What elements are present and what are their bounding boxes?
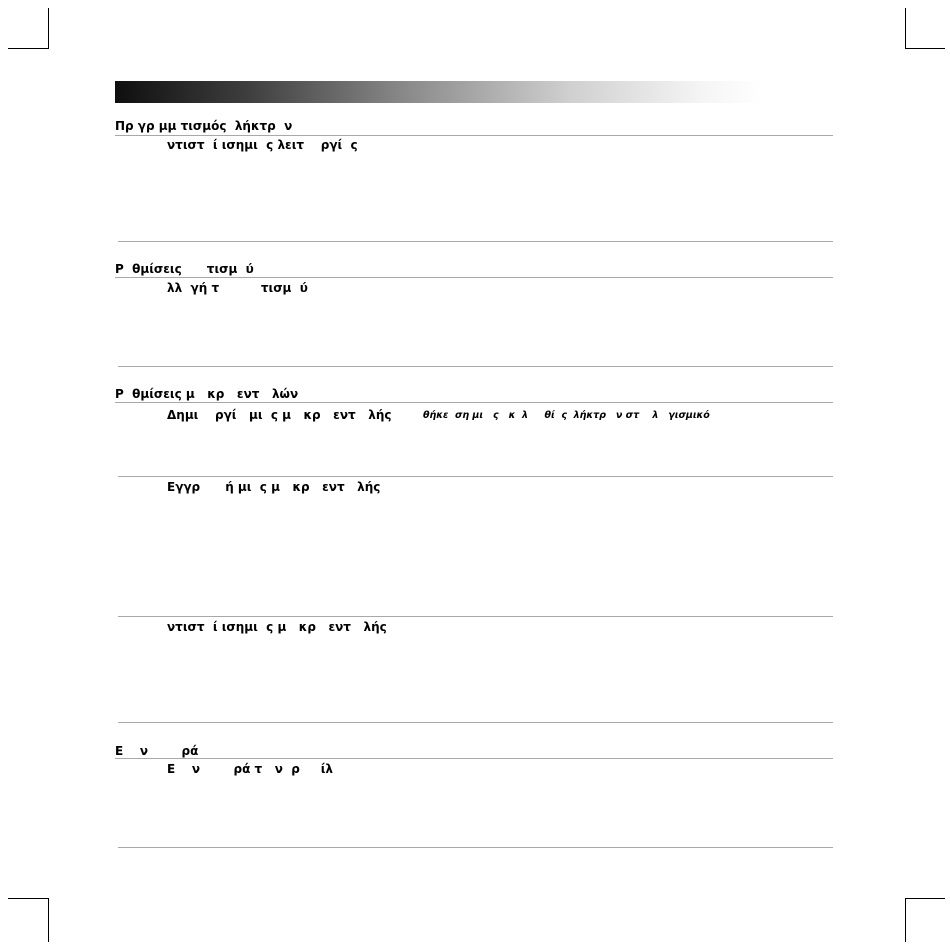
section-rule [115, 402, 833, 403]
subsection-change-profile: λλ γή τ τισμ ύ [167, 281, 308, 295]
crop-mark-bottom-right-vertical [905, 898, 906, 942]
divider [118, 722, 833, 723]
subsection-restore-profile: Ε ν ρά τ ν ρ ίλ [167, 762, 333, 776]
subsection-create-macro: Δημι ργί μι ς μ κρ εντ λής [167, 408, 392, 422]
crop-mark-top-left-horizontal [8, 48, 49, 49]
section-rule [115, 277, 833, 278]
header-gradient-bar [115, 81, 763, 103]
section-title-restore: Ε ν ρά [115, 744, 199, 758]
section-title-macro-settings: Ρ θμίσεις μ κρ εντ λών [115, 387, 299, 401]
crop-mark-bottom-left-vertical [48, 898, 49, 942]
crop-mark-top-left-vertical [48, 8, 49, 48]
section-rule [115, 758, 833, 759]
divider [118, 241, 833, 242]
divider [118, 847, 833, 848]
crop-mark-bottom-right-horizontal [905, 898, 945, 899]
section-rule [115, 135, 833, 136]
subsection-function-assignment: ντιστ ί ισημι ς λειτ ργί ς [167, 138, 358, 152]
divider [118, 616, 833, 617]
section-title-key-programming: Πρ γρ μμ τισμός λήκτρ ν [115, 119, 293, 133]
section-title-profile-settings: Ρ θμίσεις τισμ ύ [115, 262, 254, 276]
divider [118, 476, 833, 477]
subsection-record-macro: Εγγρ ή μι ς μ κρ εντ λής [167, 480, 381, 494]
crop-mark-top-right-horizontal [905, 48, 945, 49]
crop-mark-bottom-left-horizontal [8, 898, 49, 899]
crop-mark-top-right-vertical [905, 8, 906, 48]
divider [118, 366, 833, 367]
subsection-assign-macro: ντιστ ί ισημι ς μ κρ εντ λής [167, 620, 387, 634]
create-macro-note: θήκε ση μι ς κ λ θί ς λήκτρ ν στ λ γισμικό [423, 410, 710, 421]
